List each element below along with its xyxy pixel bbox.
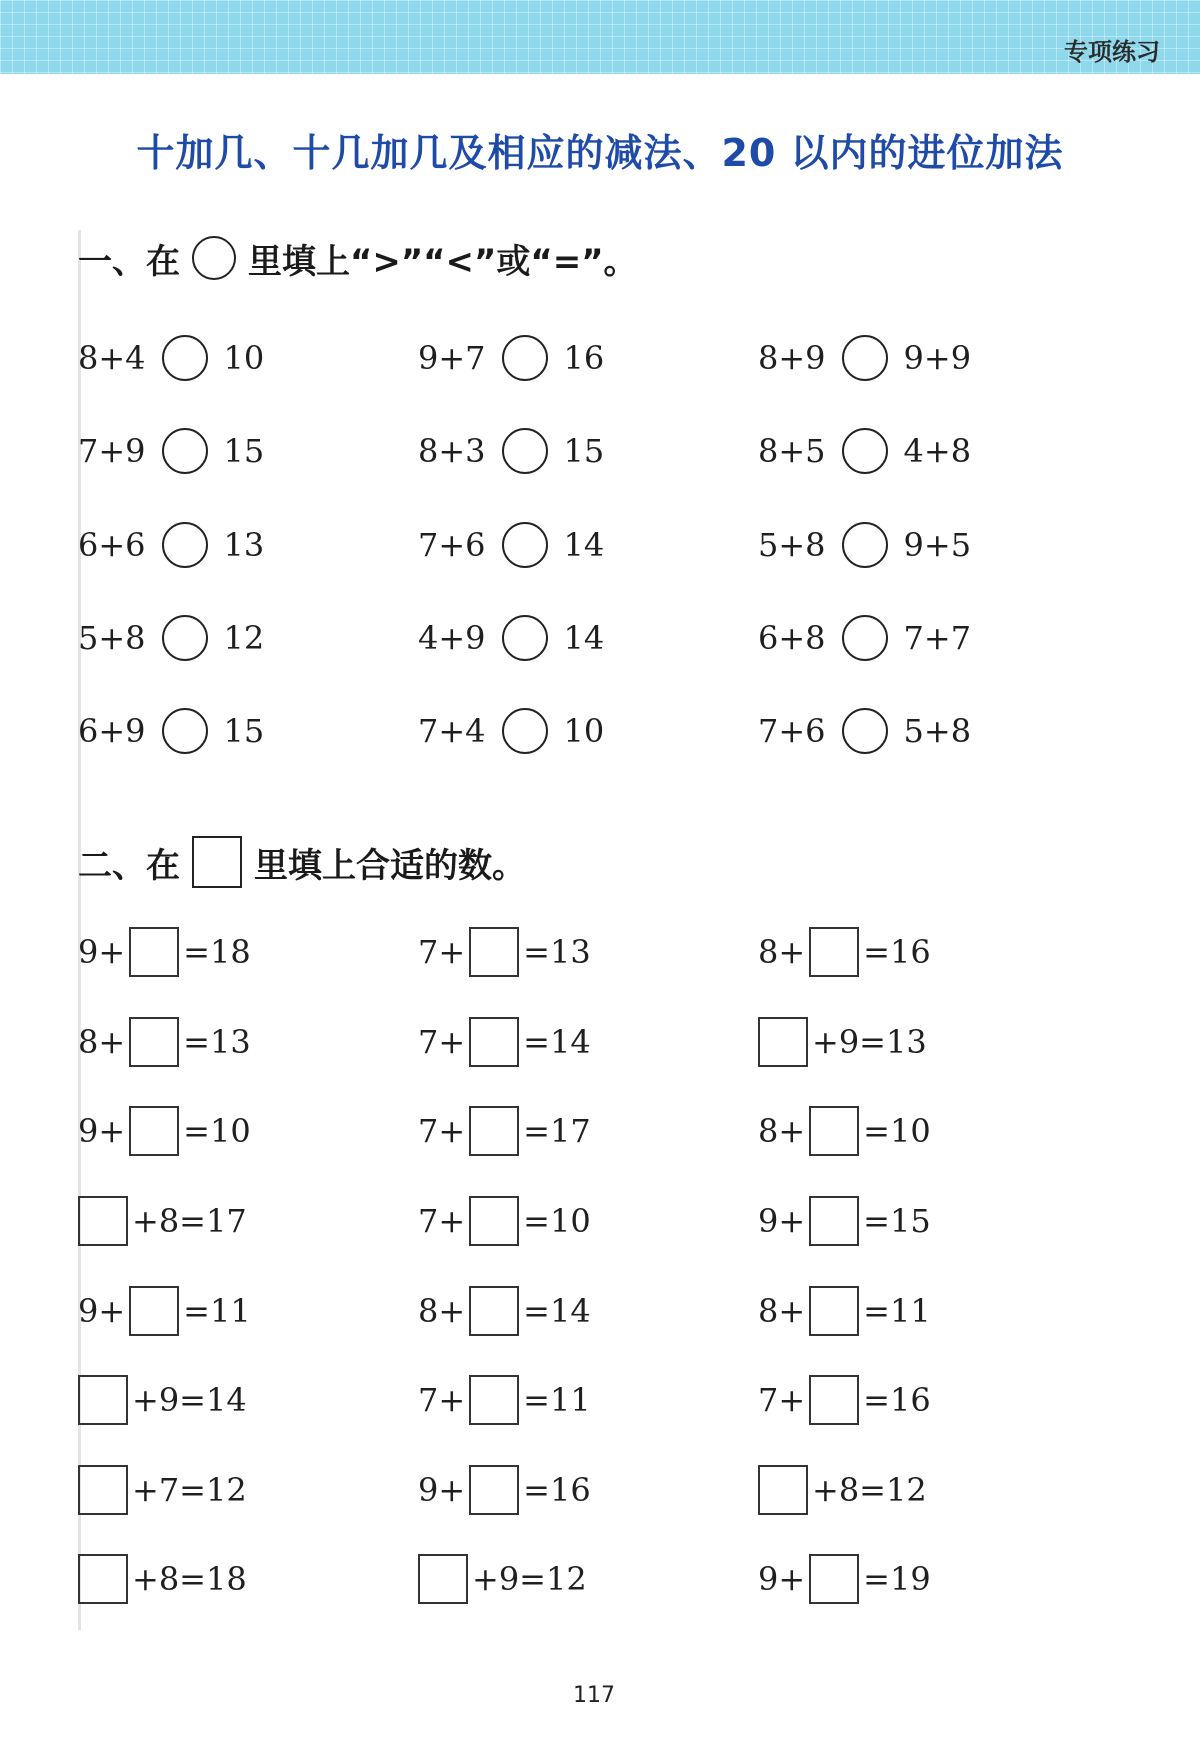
fill-before-text: 7+	[418, 1202, 466, 1240]
compare-right-expression: 16	[563, 339, 605, 377]
compare-left-expression: 8+9	[758, 339, 826, 377]
answer-circle[interactable]	[162, 428, 208, 474]
fill-item	[758, 926, 931, 978]
fill-before-text: 8+	[758, 933, 806, 971]
compare-left-expression: 4+9	[418, 619, 486, 657]
section2-heading	[78, 836, 526, 888]
fill-item	[78, 1374, 247, 1426]
answer-box[interactable]	[469, 1017, 519, 1067]
answer-box[interactable]	[129, 1286, 179, 1336]
answer-box[interactable]	[78, 1196, 128, 1246]
compare-right-expression: 10	[223, 339, 265, 377]
fill-before-text: 9+	[78, 1112, 126, 1150]
fill-after-text: =10	[523, 1202, 591, 1240]
compare-right-expression: 12	[223, 619, 265, 657]
compare-right-expression: 9+9	[903, 339, 972, 377]
section2-heading-suffix: 里填上合适的数。	[254, 845, 526, 886]
compare-left-expression: 8+3	[418, 432, 486, 470]
page-title: 十加几、十几加几及相应的减法、20 以内的进位加法	[136, 131, 1064, 175]
square-symbol-icon	[192, 836, 242, 888]
fill-item	[78, 1553, 247, 1605]
compare-right-expression: 5+8	[903, 712, 972, 750]
answer-circle[interactable]	[162, 615, 208, 661]
compare-item	[418, 705, 604, 757]
fill-after-text: +8=17	[132, 1202, 247, 1240]
fill-after-text: =11	[523, 1381, 591, 1419]
answer-circle[interactable]	[842, 335, 888, 381]
answer-circle[interactable]	[842, 708, 888, 754]
compare-right-expression: 4+8	[903, 432, 972, 470]
page-number: 117	[573, 1683, 615, 1708]
fill-item	[418, 1553, 587, 1605]
fill-after-text: =15	[863, 1202, 931, 1240]
compare-left-expression: 6+9	[78, 712, 146, 750]
answer-box[interactable]	[129, 1106, 179, 1156]
fill-item	[418, 1016, 591, 1068]
fill-item	[78, 1105, 251, 1157]
compare-right-expression: 15	[223, 712, 265, 750]
fill-after-text: =16	[863, 1381, 931, 1419]
answer-box[interactable]	[129, 1017, 179, 1067]
fill-item	[418, 1105, 591, 1157]
compare-item	[758, 332, 971, 384]
fill-after-text: =11	[183, 1292, 251, 1330]
compare-item	[758, 519, 971, 571]
fill-before-text: 9+	[78, 1292, 126, 1330]
compare-item	[758, 425, 971, 477]
header-label: 专项练习	[1064, 38, 1160, 66]
fill-after-text: =16	[863, 933, 931, 971]
compare-left-expression: 7+6	[758, 712, 826, 750]
answer-circle[interactable]	[842, 522, 888, 568]
compare-item	[758, 612, 971, 664]
compare-left-expression: 8+5	[758, 432, 826, 470]
fill-after-text: +8=18	[132, 1560, 247, 1598]
fill-item	[78, 1195, 247, 1247]
fill-item	[418, 926, 591, 978]
fill-before-text: 9+	[418, 1471, 466, 1509]
compare-left-expression: 6+8	[758, 619, 826, 657]
compare-left-expression: 7+4	[418, 712, 486, 750]
fill-item	[758, 1374, 931, 1426]
fill-item	[758, 1016, 927, 1068]
answer-box[interactable]	[469, 1106, 519, 1156]
answer-box[interactable]	[469, 1465, 519, 1515]
fill-after-text: =17	[523, 1112, 591, 1150]
fill-before-text: 8+	[758, 1292, 806, 1330]
compare-item	[418, 519, 604, 571]
fill-before-text: 8+	[78, 1023, 126, 1061]
answer-box[interactable]	[809, 1375, 859, 1425]
compare-right-expression: 13	[223, 526, 265, 564]
compare-item	[78, 425, 264, 477]
compare-right-expression: 15	[563, 432, 605, 470]
circle-symbol-icon	[192, 236, 236, 280]
answer-circle[interactable]	[502, 708, 548, 754]
answer-box[interactable]	[78, 1554, 128, 1604]
answer-box[interactable]	[418, 1554, 468, 1604]
fill-after-text: +9=12	[472, 1560, 587, 1598]
fill-after-text: +8=12	[812, 1471, 927, 1509]
compare-left-expression: 7+6	[418, 526, 486, 564]
answer-circle[interactable]	[502, 615, 548, 661]
fill-before-text: 9+	[78, 933, 126, 971]
answer-box[interactable]	[809, 1196, 859, 1246]
compare-right-expression: 10	[563, 712, 605, 750]
answer-box[interactable]	[469, 1375, 519, 1425]
compare-item	[78, 519, 264, 571]
compare-item	[78, 705, 264, 757]
fill-item	[418, 1464, 591, 1516]
section1-heading-suffix: 里填上“>”“<”或“=”。	[248, 241, 638, 282]
fill-after-text: =11	[863, 1292, 931, 1330]
header-band	[0, 0, 1200, 74]
compare-right-expression: 14	[563, 619, 605, 657]
fill-after-text: =13	[523, 933, 591, 971]
answer-box[interactable]	[809, 927, 859, 977]
fill-after-text: =13	[183, 1023, 251, 1061]
fill-after-text: =14	[523, 1023, 591, 1061]
compare-left-expression: 7+9	[78, 432, 146, 470]
answer-box[interactable]	[78, 1465, 128, 1515]
compare-left-expression: 8+4	[78, 339, 146, 377]
fill-after-text: =18	[183, 933, 251, 971]
fill-before-text: 8+	[418, 1292, 466, 1330]
compare-item	[78, 332, 264, 384]
fill-after-text: +9=13	[812, 1023, 927, 1061]
fill-item	[758, 1464, 927, 1516]
answer-circle[interactable]	[502, 428, 548, 474]
fill-before-text: 7+	[418, 1112, 466, 1150]
answer-box[interactable]	[758, 1017, 808, 1067]
answer-box[interactable]	[758, 1465, 808, 1515]
fill-before-text: 7+	[418, 1023, 466, 1061]
compare-right-expression: 15	[223, 432, 265, 470]
fill-before-text: 8+	[758, 1112, 806, 1150]
fill-after-text: =10	[863, 1112, 931, 1150]
section1-heading-prefix: 一、在	[78, 241, 180, 282]
compare-left-expression: 5+8	[758, 526, 826, 564]
answer-box[interactable]	[469, 1196, 519, 1246]
compare-item	[418, 612, 604, 664]
answer-circle[interactable]	[162, 335, 208, 381]
fill-before-text: 7+	[418, 1381, 466, 1419]
fill-item	[78, 1285, 251, 1337]
compare-item	[78, 612, 264, 664]
compare-left-expression: 9+7	[418, 339, 486, 377]
fill-before-text: 7+	[418, 933, 466, 971]
fill-after-text: +7=12	[132, 1471, 247, 1509]
compare-left-expression: 5+8	[78, 619, 146, 657]
fill-item	[418, 1374, 591, 1426]
fill-after-text: +9=14	[132, 1381, 247, 1419]
compare-left-expression: 6+6	[78, 526, 146, 564]
section1-heading	[78, 232, 638, 284]
fill-before-text: 7+	[758, 1381, 806, 1419]
answer-circle[interactable]	[842, 615, 888, 661]
answer-circle[interactable]	[502, 522, 548, 568]
compare-right-expression: 7+7	[903, 619, 972, 657]
fill-item	[78, 926, 251, 978]
fill-item	[758, 1195, 931, 1247]
fill-after-text: =16	[523, 1471, 591, 1509]
section2-heading-prefix: 二、在	[78, 845, 180, 886]
fill-item	[758, 1105, 931, 1157]
answer-box[interactable]	[469, 927, 519, 977]
fill-after-text: =14	[523, 1292, 591, 1330]
fill-item	[78, 1464, 247, 1516]
answer-box[interactable]	[78, 1375, 128, 1425]
answer-box[interactable]	[469, 1286, 519, 1336]
answer-circle[interactable]	[162, 708, 208, 754]
fill-item	[758, 1285, 931, 1337]
answer-box[interactable]	[129, 927, 179, 977]
fill-before-text: 9+	[758, 1560, 806, 1598]
compare-right-expression: 14	[563, 526, 605, 564]
compare-right-expression: 9+5	[903, 526, 972, 564]
answer-box[interactable]	[809, 1286, 859, 1336]
compare-item	[418, 425, 604, 477]
fill-after-text: =10	[183, 1112, 251, 1150]
answer-circle[interactable]	[842, 428, 888, 474]
compare-item	[758, 705, 971, 757]
answer-box[interactable]	[809, 1106, 859, 1156]
fill-before-text: 9+	[758, 1202, 806, 1240]
answer-circle[interactable]	[502, 335, 548, 381]
compare-item	[418, 332, 604, 384]
answer-box[interactable]	[809, 1554, 859, 1604]
fill-after-text: =19	[863, 1560, 931, 1598]
answer-circle[interactable]	[162, 522, 208, 568]
fill-item	[758, 1553, 931, 1605]
fill-item	[418, 1285, 591, 1337]
fill-item	[78, 1016, 251, 1068]
fill-item	[418, 1195, 591, 1247]
